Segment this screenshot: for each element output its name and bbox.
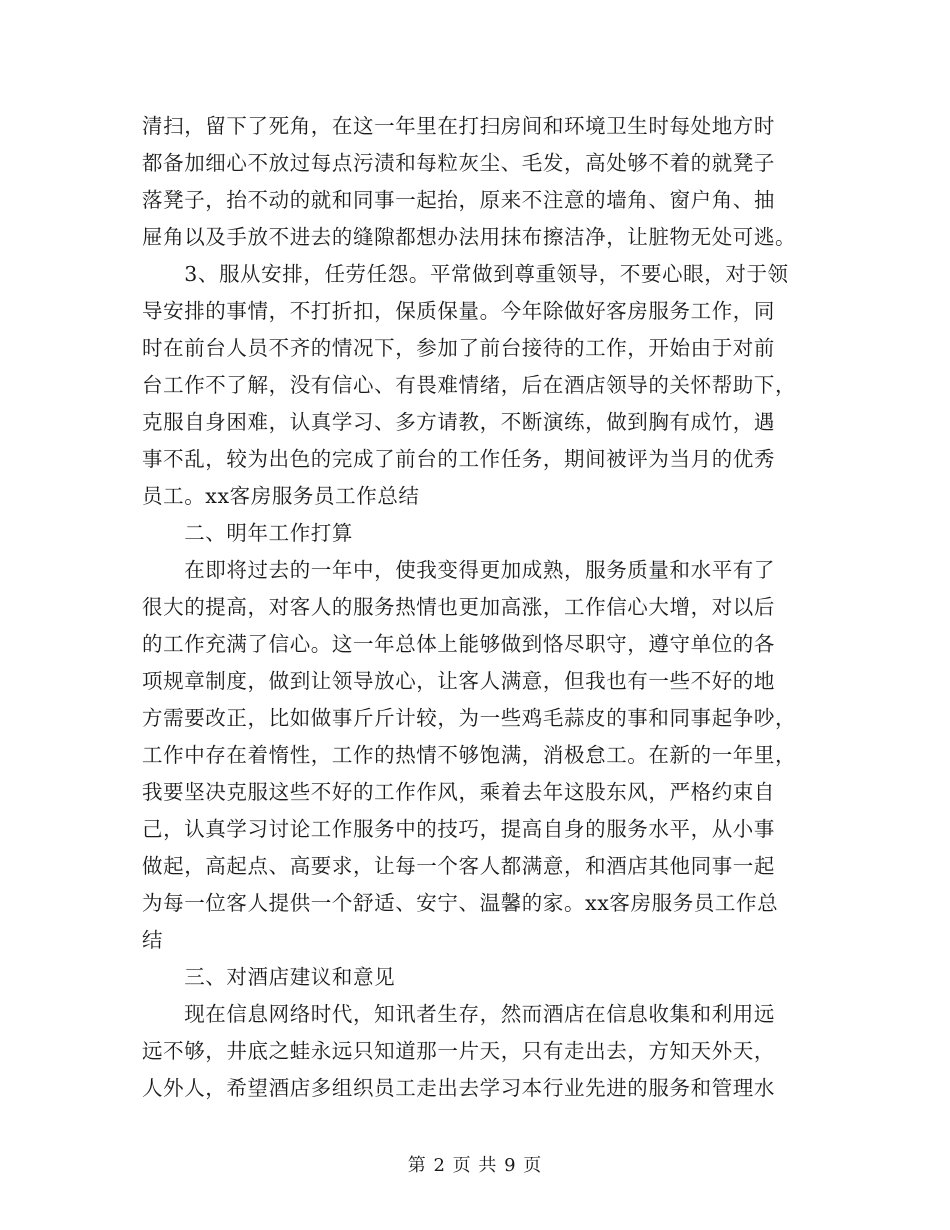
text-line: 工作中存在着惰性，工作的热情不够饱满，消极怠工。在新的一年里， [142, 743, 797, 767]
text-line: 屉角以及手放不进去的缝隙都想办法用抹布擦洁净，让脏物无处可逃。 [142, 225, 797, 249]
text-line: 做起，高起点、高要求，让每一个客人都满意，和酒店其他同事一起 [142, 854, 775, 878]
text-line: 现在信息网络时代，知讯者生存，然而酒店在信息收集和利用远 [142, 1002, 775, 1026]
text-line: 导安排的事情，不打折扣，保质保量。今年除做好客房服务工作，同 [142, 299, 775, 323]
text-line: 3、服从安排，任劳任怨。平常做到尊重领导，不要心眼，对于领 [142, 262, 789, 286]
text-line: 在即将过去的一年中，使我变得更加成熟，服务质量和水平有了 [142, 558, 775, 582]
text-line: 项规章制度，做到让领导放心，让客人满意，但我也有一些不好的地 [142, 669, 775, 693]
text-line: 员工。xx客房服务员工作总结 [142, 484, 420, 508]
text-line: 台工作不了解，没有信心、有畏难情绪，后在酒店领导的关怀帮助下， [142, 373, 797, 397]
text-line: 的工作充满了信心。这一年总体上能够做到恪尽职守，遵守单位的各 [142, 632, 775, 656]
text-line: 事不乱，较为出色的完成了前台的工作任务，期间被评为当月的优秀 [142, 447, 775, 471]
section-heading: 三、对酒店建议和意见 [142, 965, 396, 989]
text-line: 很大的提高，对客人的服务热情也更加高涨，工作信心大增，对以后 [142, 595, 775, 619]
section-heading: 二、明年工作打算 [142, 521, 353, 545]
text-line: 时在前台人员不齐的情况下，参加了前台接待的工作，开始由于对前 [142, 336, 775, 360]
text-line: 我要坚决克服这些不好的工作作风，乘着去年这股东风，严格约束自 [142, 780, 775, 804]
text-line: 己，认真学习讨论工作服务中的技巧，提高自身的服务水平，从小事 [142, 817, 775, 841]
page-number: 第 2 页 共 9 页 [407, 1155, 543, 1176]
text-line: 为每一位客人提供一个舒适、安宁、温馨的家。xx客房服务员工作总 [142, 891, 779, 915]
text-line: 远不够，井底之蛙永远只知道那一片天，只有走出去，方知天外天， [142, 1039, 775, 1063]
text-line: 克服自身困难，认真学习、多方请教，不断演练，做到胸有成竹，遇 [142, 410, 775, 434]
text-line: 人外人，希望酒店多组织员工走出去学习本行业先进的服务和管理水 [142, 1076, 775, 1100]
text-line: 结 [142, 928, 164, 952]
text-line: 清扫，留下了死角，在这一年里在打扫房间和环境卫生时每处地方时 [142, 114, 775, 138]
text-line: 落凳子，抬不动的就和同事一起抬，原来不注意的墙角、窗户角、抽 [142, 188, 775, 212]
text-line: 方需要改正，比如做事斤斤计较，为一些鸡毛蒜皮的事和同事起争吵， [142, 706, 797, 730]
text-line: 都备加细心不放过每点污渍和每粒灰尘、毛发，高处够不着的就凳子 [142, 151, 775, 175]
